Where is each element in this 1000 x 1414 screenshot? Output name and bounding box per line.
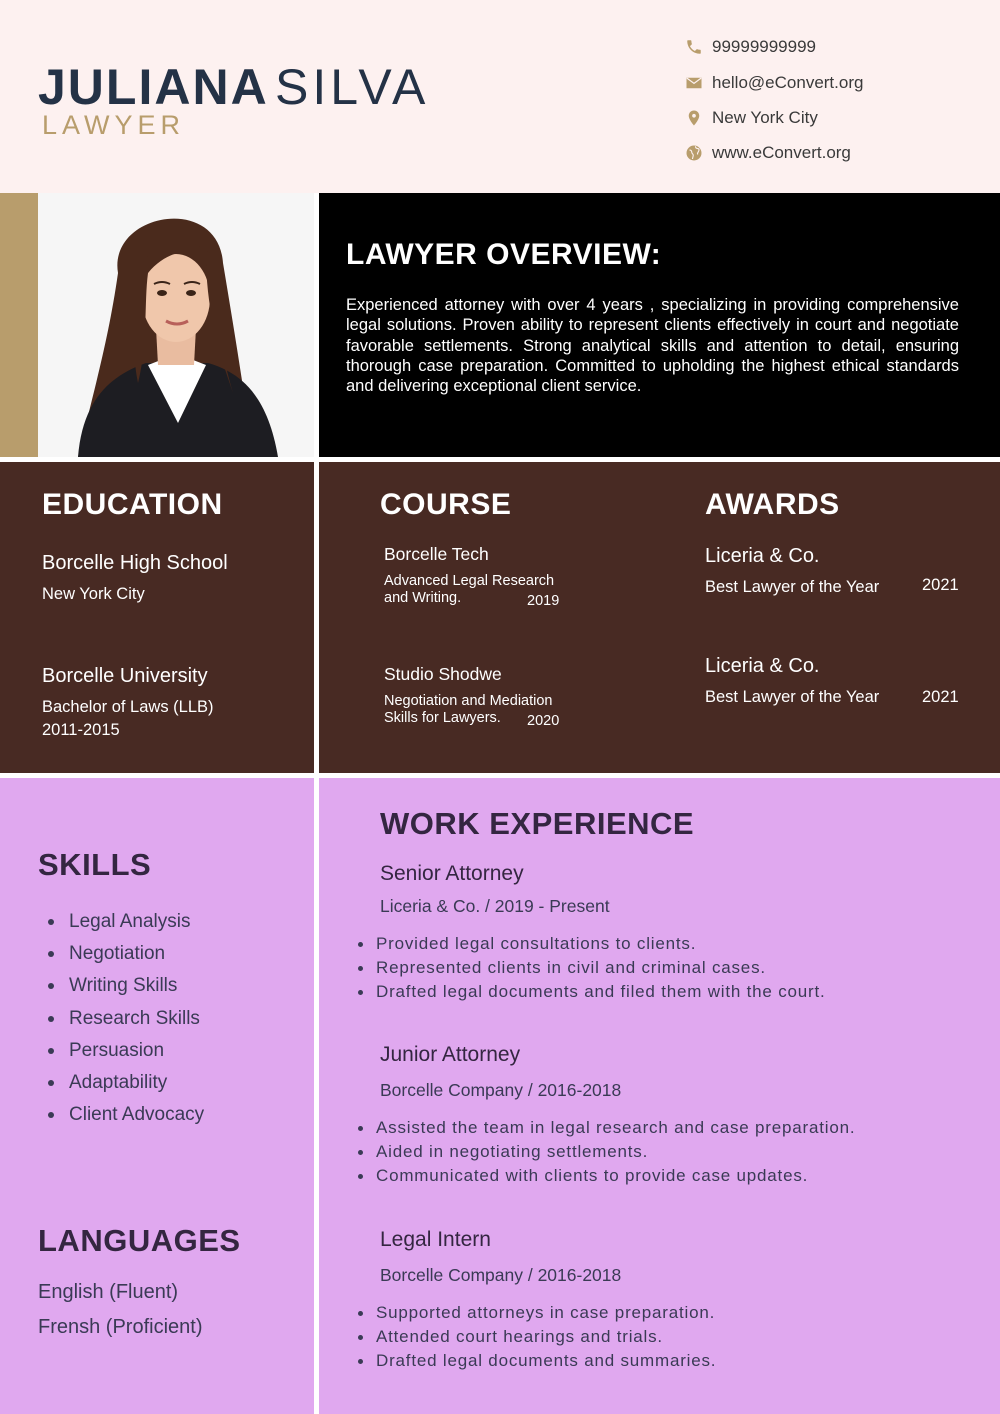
- course-year: 2020: [527, 713, 560, 729]
- award-org: Liceria & Co.: [705, 545, 820, 567]
- globe-icon: [684, 143, 704, 163]
- bullet-dot: [48, 1080, 54, 1086]
- bullet-dot: [358, 1311, 363, 1316]
- bullet-dot: [358, 942, 363, 947]
- course-title: COURSE: [380, 488, 512, 521]
- education-detail: Bachelor of Laws (LLB): [42, 698, 214, 716]
- contact-email: [684, 71, 863, 95]
- education-detail: New York City: [42, 585, 145, 603]
- job-position: Legal Intern: [380, 1228, 491, 1251]
- job-title: LAWYER: [42, 110, 186, 140]
- skill-item: Adaptability: [48, 1069, 204, 1101]
- contact-website: [684, 141, 851, 165]
- bullet-dot: [358, 1335, 363, 1340]
- language-item: English (Fluent): [38, 1281, 179, 1303]
- bullet-dot: [48, 1048, 54, 1054]
- course-year: 2019: [527, 593, 560, 609]
- job-bullets: [356, 1116, 855, 1188]
- contact-email-text[interactable]: hello@eConvert.org: [712, 73, 864, 92]
- contact-location-text: New York City: [712, 108, 818, 127]
- job-bullet: Aided in negotiating settlements.: [356, 1140, 855, 1164]
- skills-list: [48, 908, 204, 1133]
- job-bullets: [356, 932, 826, 1004]
- education-years: 2011-2015: [42, 721, 120, 739]
- course-name: Studio Shodwe: [384, 664, 502, 684]
- skill-item: Writing Skills: [48, 972, 204, 1004]
- job-bullet: Attended court hearings and trials.: [356, 1325, 716, 1349]
- phone-icon: [684, 37, 704, 57]
- course-desc: Negotiation and Mediation: [384, 693, 553, 709]
- profile-photo: [38, 193, 314, 457]
- gold-accent-bar: [0, 193, 38, 457]
- job-bullet: Drafted legal documents and filed them with the court.: [356, 980, 826, 1004]
- bullet-dot: [358, 966, 363, 971]
- bullet-dot: [48, 1112, 54, 1118]
- skill-item: Client Advocacy: [48, 1101, 204, 1133]
- job-position: Junior Attorney: [380, 1043, 521, 1066]
- skills-title: SKILLS: [38, 847, 152, 882]
- job-company: Liceria & Co. / 2019 - Present: [380, 896, 610, 916]
- job-company: Borcelle Company / 2016-2018: [380, 1265, 622, 1285]
- award-year: 2021: [922, 576, 959, 594]
- bullet-dot: [358, 1359, 363, 1364]
- bullet-dot: [358, 990, 363, 995]
- education-school: Borcelle University: [42, 665, 208, 687]
- bullet-dot: [48, 983, 54, 989]
- bullet-dot: [358, 1126, 363, 1131]
- work-experience-title: WORK EXPERIENCE: [380, 806, 695, 841]
- contact-phone-text: 99999999999: [712, 37, 817, 56]
- skill-item: Persuasion: [48, 1037, 204, 1069]
- education-title: EDUCATION: [42, 488, 223, 521]
- contact-phone: [684, 35, 816, 59]
- bullet-dot: [48, 919, 54, 925]
- contact-location: [684, 106, 818, 130]
- first-name: JULIANA: [38, 59, 269, 115]
- contact-website-text[interactable]: www.eConvert.org: [712, 143, 851, 162]
- award-year: 2021: [922, 688, 959, 706]
- location-pin-icon: [684, 108, 704, 128]
- awards-title: AWARDS: [705, 488, 840, 521]
- job-bullet: Provided legal consultations to clients.: [356, 932, 826, 956]
- course-name: Borcelle Tech: [384, 544, 489, 564]
- job-bullet: Drafted legal documents and summaries.: [356, 1349, 716, 1373]
- job-company: Borcelle Company / 2016-2018: [380, 1080, 622, 1100]
- job-bullet: Represented clients in civil and criminal cases.: [356, 956, 826, 980]
- course-desc: Skills for Lawyers.: [384, 710, 501, 726]
- skill-item: Legal Analysis: [48, 908, 204, 940]
- award-name: Best Lawyer of the Year: [705, 688, 880, 706]
- job-bullet: Communicated with clients to provide case updates.: [356, 1164, 855, 1188]
- last-name: SILVA: [275, 59, 430, 115]
- job-position: Senior Attorney: [380, 862, 524, 885]
- job-bullets: [356, 1301, 716, 1373]
- course-desc: and Writing.: [384, 590, 462, 606]
- skill-item: Research Skills: [48, 1005, 204, 1037]
- course-desc: Advanced Legal Research: [384, 573, 555, 589]
- bullet-dot: [48, 951, 54, 957]
- bullet-dot: [358, 1174, 363, 1179]
- bullet-dot: [358, 1150, 363, 1155]
- skill-item: Negotiation: [48, 940, 204, 972]
- language-item: Frensh (Proficient): [38, 1316, 203, 1338]
- award-org: Liceria & Co.: [705, 655, 820, 677]
- email-icon: [684, 73, 704, 93]
- languages-title: LANGUAGES: [38, 1223, 241, 1258]
- award-name: Best Lawyer of the Year: [705, 578, 880, 596]
- overview-text: Experienced attorney with over 4 years , specializing in providing comprehensive legal solutions. Proven ability to represent clients effectively in court and negotiate favorable settlements. Strong analytical skills and attention to detail, ensuring thorough case preparation. Committed to upholding the highest ethical standards and delivering exceptional client service.: [346, 296, 959, 396]
- education-school: Borcelle High School: [42, 552, 228, 574]
- overview-title: LAWYER OVERVIEW:: [346, 238, 662, 271]
- job-bullet: Assisted the team in legal research and case preparation.: [356, 1116, 855, 1140]
- bullet-dot: [48, 1016, 54, 1022]
- job-bullet: Supported attorneys in case preparation.: [356, 1301, 716, 1325]
